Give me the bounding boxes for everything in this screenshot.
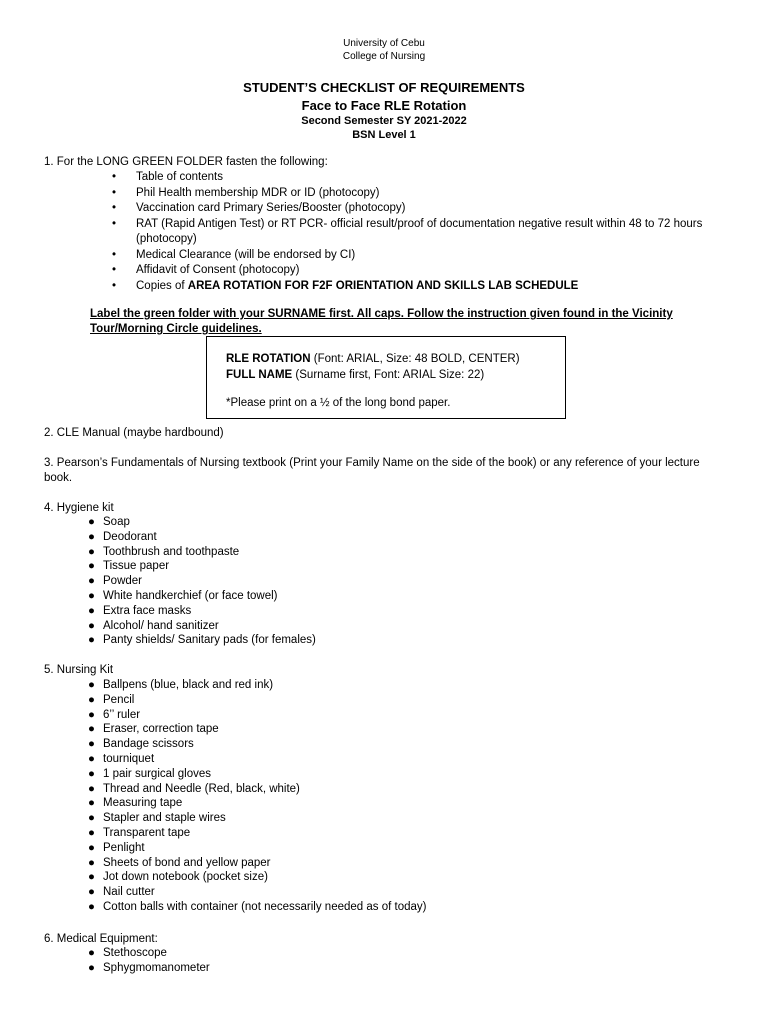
list-item: ● Penlight xyxy=(88,841,145,854)
list-item: ● 1 pair surgical gloves xyxy=(88,767,212,780)
bullet-icon: ● xyxy=(88,693,95,706)
bullet-icon: ● xyxy=(88,634,95,647)
bullet-icon: ● xyxy=(88,589,95,602)
list-item: ● Eraser, correction tape xyxy=(88,723,219,736)
list-item: ● Sphygmomanometer xyxy=(88,961,210,974)
bullet-icon: ● xyxy=(88,782,95,795)
list-item: ● Soap xyxy=(88,516,130,528)
list-item: ● 6’’ ruler xyxy=(88,708,141,721)
list-item: ● Stapler and staple wires xyxy=(88,812,226,825)
section-1-list xyxy=(108,170,718,294)
list-item: ● Sheets of bond and yellow paper xyxy=(88,856,271,869)
list-item: ● Pencil xyxy=(88,693,135,706)
bullet-icon: • xyxy=(112,279,117,292)
list-item: ● tourniquet xyxy=(88,752,155,765)
bullet-icon: ● xyxy=(88,767,95,780)
bullet-icon: ● xyxy=(88,560,95,573)
bullet-icon: ● xyxy=(88,856,95,869)
bullet-icon: • xyxy=(112,264,117,276)
nursing-kit-list xyxy=(88,678,426,915)
hygiene-kit-list xyxy=(88,515,316,648)
list-item: ● Tissue paper xyxy=(88,560,170,573)
list-item: ● Ballpens (blue, black and red ink) xyxy=(88,679,274,691)
semester-line: Second Semester SY 2021-2022 xyxy=(301,115,467,127)
list-item: • Vaccination card Primary Series/Booster (photocopy) xyxy=(108,201,718,217)
bullet-icon: ● xyxy=(88,545,95,558)
box-line-3: *Please print on a ½ of the long bond paper. xyxy=(226,397,451,409)
section-5-heading: 5. Nursing Kit xyxy=(44,664,114,676)
bullet-icon: ● xyxy=(88,752,95,765)
level-line: BSN Level 1 xyxy=(352,129,416,141)
box-line-1: RLE ROTATION (Font: ARIAL, Size: 48 BOLD, CENTER) xyxy=(226,353,520,365)
section-2-heading: 2. CLE Manual (maybe hardbound) xyxy=(44,427,224,439)
bullet-icon: • xyxy=(112,248,117,261)
document-subtitle: Face to Face RLE Rotation xyxy=(301,98,467,113)
bullet-icon: ● xyxy=(88,679,95,691)
bullet-icon: ● xyxy=(88,516,95,528)
bullet-icon: • xyxy=(112,202,117,214)
list-item: ● Nail cutter xyxy=(88,886,155,899)
list-item: ● White handkerchief (or face towel) xyxy=(88,589,278,602)
university-name: University of Cebu xyxy=(343,38,425,49)
bullet-icon: • xyxy=(112,171,117,183)
list-item: ● Extra face masks xyxy=(88,604,192,617)
bullet-icon: ● xyxy=(88,723,95,736)
list-item: ● Toothbrush and toothpaste xyxy=(88,545,240,558)
bullet-icon: ● xyxy=(88,604,95,617)
bullet-icon: ● xyxy=(88,619,95,632)
print-instruction-box xyxy=(206,336,566,419)
list-item: ● Thread and Needle (Red, black, white) xyxy=(88,782,300,795)
section-6-heading: 6. Medical Equipment: xyxy=(44,933,158,945)
list-item: ● Deodorant xyxy=(88,530,157,543)
bullet-icon: • xyxy=(112,186,117,199)
medical-equipment-list xyxy=(88,946,210,976)
bullet-icon: ● xyxy=(88,841,95,854)
bullet-icon: ● xyxy=(88,961,95,974)
list-item: • Table of contents xyxy=(108,170,718,186)
list-item: ● Stethoscope xyxy=(88,947,167,959)
list-item: ● Cotton balls with container (not necessarily needed as of today) xyxy=(88,900,427,913)
list-item: ● Bandage scissors xyxy=(88,738,194,751)
bullet-icon: ● xyxy=(88,826,95,839)
bullet-icon: ● xyxy=(88,797,95,810)
bullet-icon: ● xyxy=(88,900,95,913)
list-item: ● Panty shields/ Sanitary pads (for females) xyxy=(88,634,316,647)
college-name: College of Nursing xyxy=(342,51,426,62)
section-3-heading: 3. Pearson’s Fundamentals of Nursing textbook (Print your Family Name on the side of the book) or any reference of your lecture book. xyxy=(44,457,700,484)
section-1-heading: 1. For the LONG GREEN FOLDER fasten the following: xyxy=(44,156,328,168)
bullet-icon: ● xyxy=(88,886,95,899)
document-title: STUDENT’S CHECKLIST OF REQUIREMENTS xyxy=(243,80,525,95)
bullet-icon: ● xyxy=(88,947,95,959)
bullet-icon: ● xyxy=(88,812,95,825)
bullet-icon: ● xyxy=(88,530,95,543)
bullet-icon: ● xyxy=(88,708,95,721)
list-item: ● Powder xyxy=(88,575,142,588)
bullet-icon: • xyxy=(112,217,117,230)
bullet-icon: ● xyxy=(88,871,95,884)
list-item: • Affidavit of Consent (photocopy) xyxy=(108,263,718,279)
box-line-2: FULL NAME (Surname first, Font: ARIAL Size: 22) xyxy=(226,369,485,381)
list-item: • Medical Clearance (will be endorsed by CI) xyxy=(108,248,718,264)
list-item: • Copies of AREA ROTATION FOR F2F ORIENTATION AND SKILLS LAB SCHEDULE xyxy=(108,279,718,295)
bullet-icon: ● xyxy=(88,738,95,751)
list-item: ● Measuring tape xyxy=(88,797,183,810)
list-item: ● Transparent tape xyxy=(88,826,191,839)
bullet-icon: ● xyxy=(88,575,95,588)
label-instruction: Label the green folder with your SURNAME first. All caps. Follow the instruction given found in the Vicinity Tour/Morning Circle guidelines. xyxy=(90,308,673,335)
list-item: ● Jot down notebook (pocket size) xyxy=(88,871,268,884)
list-item: • Phil Health membership MDR or ID (photocopy) xyxy=(108,186,718,202)
list-item: ● Alcohol/ hand sanitizer xyxy=(88,619,219,632)
section-4-heading: 4. Hygiene kit xyxy=(44,502,114,514)
list-item: • RAT (Rapid Antigen Test) or RT PCR- official result/proof of documentation negative result within 48 to 72 hours (photocopy) xyxy=(112,217,703,245)
